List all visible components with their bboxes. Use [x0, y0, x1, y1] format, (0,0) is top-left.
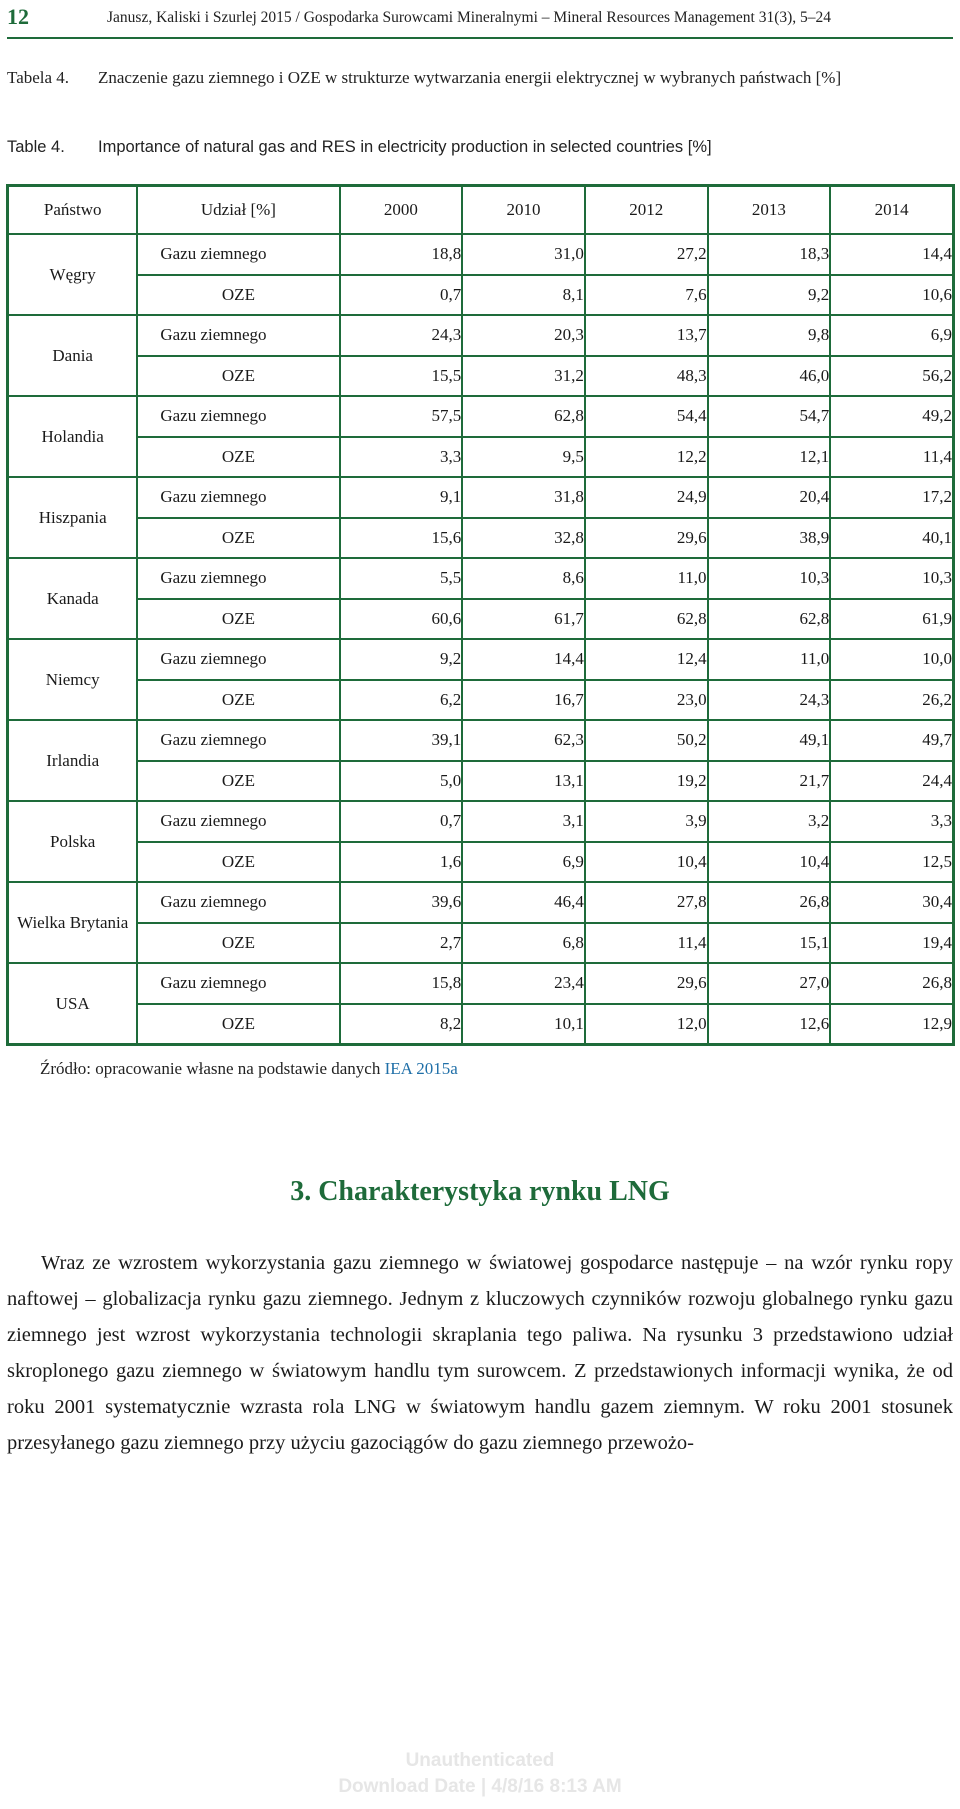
value-cell: 29,6 — [585, 963, 708, 1004]
value-cell: 14,4 — [462, 639, 585, 680]
value-cell: 12,1 — [708, 437, 831, 478]
value-cell: 2,7 — [340, 923, 463, 964]
measure-label: Gazu ziemnego — [137, 720, 339, 761]
value-cell: 20,4 — [708, 477, 831, 518]
table-row — [8, 963, 954, 1004]
value-cell: 13,1 — [462, 761, 585, 802]
value-cell: 10,6 — [830, 275, 953, 316]
value-cell: 3,3 — [830, 801, 953, 842]
measure-label: OZE — [137, 1004, 339, 1045]
value-cell: 10,0 — [830, 639, 953, 680]
value-cell: 12,2 — [585, 437, 708, 478]
measure-label: OZE — [137, 275, 339, 316]
value-cell: 54,7 — [708, 396, 831, 437]
value-cell: 31,8 — [462, 477, 585, 518]
value-cell: 57,5 — [340, 396, 463, 437]
value-cell: 49,1 — [708, 720, 831, 761]
value-cell: 11,0 — [708, 639, 831, 680]
value-cell: 14,4 — [830, 234, 953, 275]
value-cell: 27,2 — [585, 234, 708, 275]
value-cell: 5,0 — [340, 761, 463, 802]
country-cell: Niemcy — [8, 639, 138, 720]
value-cell: 62,8 — [462, 396, 585, 437]
value-cell: 11,4 — [830, 437, 953, 478]
value-cell: 12,9 — [830, 1004, 953, 1045]
running-title: Janusz, Kaliski i Szurlej 2015 / Gospodarka Surowcami Mineralnymi – Mineral Resources Management 31(3), 5–24 — [107, 9, 832, 26]
measure-label: Gazu ziemnego — [137, 801, 339, 842]
value-cell: 24,3 — [708, 680, 831, 721]
value-cell: 11,0 — [585, 558, 708, 599]
value-cell: 6,8 — [462, 923, 585, 964]
value-cell: 27,0 — [708, 963, 831, 1004]
value-cell: 10,4 — [708, 842, 831, 883]
value-cell: 1,6 — [340, 842, 463, 883]
country-cell: Wielka Brytania — [8, 882, 138, 963]
measure-label: Gazu ziemnego — [137, 234, 339, 275]
value-cell: 15,8 — [340, 963, 463, 1004]
watermark — [0, 1748, 960, 1800]
measure-label: OZE — [137, 761, 339, 802]
value-cell: 5,5 — [340, 558, 463, 599]
measure-label: OZE — [137, 842, 339, 883]
value-cell: 26,8 — [830, 963, 953, 1004]
table-row — [8, 396, 954, 437]
value-cell: 0,7 — [340, 275, 463, 316]
value-cell: 3,9 — [585, 801, 708, 842]
value-cell: 3,3 — [340, 437, 463, 478]
table-row — [8, 599, 954, 640]
value-cell: 6,9 — [462, 842, 585, 883]
value-cell: 12,5 — [830, 842, 953, 883]
table-row — [8, 720, 954, 761]
value-cell: 23,0 — [585, 680, 708, 721]
caption-text: Importance of natural gas and RES in electricity production in selected countries [%] — [98, 138, 712, 156]
table-row — [8, 680, 954, 721]
measure-label: Gazu ziemnego — [137, 477, 339, 518]
value-cell: 56,2 — [830, 356, 953, 397]
body-text — [7, 1245, 953, 1461]
measure-label: Gazu ziemnego — [137, 882, 339, 923]
caption-text: Znaczenie gazu ziemnego i OZE w strukturze wytwarzania energii elektrycznej w wybranych państwach [%] — [98, 68, 842, 87]
header-rule — [7, 37, 953, 39]
header-year: 2000 — [340, 186, 463, 235]
value-cell: 61,9 — [830, 599, 953, 640]
value-cell: 0,7 — [340, 801, 463, 842]
table-row — [8, 1004, 954, 1045]
value-cell: 24,3 — [340, 315, 463, 356]
value-cell: 60,6 — [340, 599, 463, 640]
measure-label: Gazu ziemnego — [137, 639, 339, 680]
value-cell: 17,2 — [830, 477, 953, 518]
table-header-row — [8, 186, 954, 235]
header-year: 2013 — [708, 186, 831, 235]
value-cell: 12,0 — [585, 1004, 708, 1045]
value-cell: 9,1 — [340, 477, 463, 518]
value-cell: 3,1 — [462, 801, 585, 842]
value-cell: 8,2 — [340, 1004, 463, 1045]
value-cell: 21,7 — [708, 761, 831, 802]
value-cell: 12,6 — [708, 1004, 831, 1045]
table-row — [8, 842, 954, 883]
page-number: 12 — [7, 4, 29, 29]
header-year: 2014 — [830, 186, 953, 235]
value-cell: 9,5 — [462, 437, 585, 478]
value-cell: 27,8 — [585, 882, 708, 923]
measure-label: OZE — [137, 680, 339, 721]
table-row — [8, 518, 954, 559]
value-cell: 19,4 — [830, 923, 953, 964]
value-cell: 18,8 — [340, 234, 463, 275]
value-cell: 9,8 — [708, 315, 831, 356]
value-cell: 19,2 — [585, 761, 708, 802]
table-row — [8, 437, 954, 478]
table-row — [8, 477, 954, 518]
value-cell: 49,2 — [830, 396, 953, 437]
table-row — [8, 275, 954, 316]
value-cell: 3,2 — [708, 801, 831, 842]
country-cell: Holandia — [8, 396, 138, 477]
value-cell: 26,2 — [830, 680, 953, 721]
value-cell: 31,2 — [462, 356, 585, 397]
value-cell: 10,1 — [462, 1004, 585, 1045]
value-cell: 39,1 — [340, 720, 463, 761]
section-heading: 3. Charakterystyka rynku LNG — [290, 1176, 670, 1207]
value-cell: 40,1 — [830, 518, 953, 559]
value-cell: 62,8 — [585, 599, 708, 640]
measure-label: Gazu ziemnego — [137, 396, 339, 437]
value-cell: 12,4 — [585, 639, 708, 680]
country-cell: USA — [8, 963, 138, 1045]
table-row — [8, 801, 954, 842]
country-cell: Hiszpania — [8, 477, 138, 558]
value-cell: 30,4 — [830, 882, 953, 923]
measure-label: Gazu ziemnego — [137, 963, 339, 1004]
value-cell: 31,0 — [462, 234, 585, 275]
watermark-line: Download Date | 4/8/16 8:13 AM — [338, 1776, 622, 1797]
source-note — [40, 1059, 458, 1079]
country-cell: Kanada — [8, 558, 138, 639]
value-cell: 39,6 — [340, 882, 463, 923]
value-cell: 38,9 — [708, 518, 831, 559]
value-cell: 23,4 — [462, 963, 585, 1004]
value-cell: 9,2 — [708, 275, 831, 316]
value-cell: 48,3 — [585, 356, 708, 397]
country-cell: Dania — [8, 315, 138, 396]
value-cell: 24,9 — [585, 477, 708, 518]
country-cell: Węgry — [8, 234, 138, 315]
value-cell: 61,7 — [462, 599, 585, 640]
value-cell: 49,7 — [830, 720, 953, 761]
measure-label: OZE — [137, 518, 339, 559]
header-year: 2012 — [585, 186, 708, 235]
table-row — [8, 639, 954, 680]
value-cell: 32,8 — [462, 518, 585, 559]
value-cell: 8,6 — [462, 558, 585, 599]
value-cell: 62,3 — [462, 720, 585, 761]
value-cell: 26,8 — [708, 882, 831, 923]
caption-label: Table 4. — [7, 138, 65, 156]
source-text: Źródło: opracowanie własne na podstawie danych — [40, 1059, 385, 1078]
value-cell: 54,4 — [585, 396, 708, 437]
value-cell: 16,7 — [462, 680, 585, 721]
value-cell: 24,4 — [830, 761, 953, 802]
value-cell: 50,2 — [585, 720, 708, 761]
measure-label: OZE — [137, 437, 339, 478]
value-cell: 9,2 — [340, 639, 463, 680]
value-cell: 15,1 — [708, 923, 831, 964]
body-paragraph: Wraz ze wzrostem wykorzystania gazu ziemnego w światowej gospodarce następuje – na wzór rynku ropy naftowej – globalizacja rynku gazu ziemnego. Jednym z kluczowych czynników rozwoju globalnego rynku gazu ziemnego jest wzrost wykorzystania technologii skraplania tego paliwa. Na rysunku 3 przedstawiono udział skroplonego gazu ziemnego w światowym handlu tym surowcem. Z przedstawionych informacji wynika, że od roku 2001 systematycznie wzrasta rola LNG w światowym handlu gazem ziemnym. W roku 2001 stosunek przesyłanego gazu ziemnego przy użyciu gazociągów do gazu ziemnego przewożo- — [7, 1252, 953, 1454]
value-cell: 20,3 — [462, 315, 585, 356]
value-cell: 7,6 — [585, 275, 708, 316]
table-row — [8, 234, 954, 275]
measure-label: OZE — [137, 599, 339, 640]
table-row — [8, 923, 954, 964]
value-cell: 13,7 — [585, 315, 708, 356]
value-cell: 10,3 — [830, 558, 953, 599]
table-row — [8, 882, 954, 923]
country-cell: Polska — [8, 801, 138, 882]
table-row — [8, 356, 954, 397]
source-reference-link[interactable]: IEA 2015a — [384, 1059, 458, 1078]
value-cell: 29,6 — [585, 518, 708, 559]
measure-label: Gazu ziemnego — [137, 558, 339, 599]
value-cell: 46,0 — [708, 356, 831, 397]
value-cell: 8,1 — [462, 275, 585, 316]
value-cell: 6,9 — [830, 315, 953, 356]
value-cell: 15,6 — [340, 518, 463, 559]
measure-label: OZE — [137, 923, 339, 964]
header-country: Państwo — [8, 186, 138, 235]
watermark-line: Unauthenticated — [405, 1750, 555, 1771]
measure-label: OZE — [137, 356, 339, 397]
value-cell: 15,5 — [340, 356, 463, 397]
table-body — [8, 234, 954, 1045]
value-cell: 10,3 — [708, 558, 831, 599]
value-cell: 62,8 — [708, 599, 831, 640]
data-table — [6, 184, 955, 1046]
caption-label: Tabela 4. — [7, 68, 70, 87]
country-cell: Irlandia — [8, 720, 138, 801]
page-header — [7, 0, 953, 34]
measure-label: Gazu ziemnego — [137, 315, 339, 356]
header-share: Udział [%] — [137, 186, 339, 235]
value-cell: 18,3 — [708, 234, 831, 275]
header-year: 2010 — [462, 186, 585, 235]
table-row — [8, 558, 954, 599]
value-cell: 11,4 — [585, 923, 708, 964]
value-cell: 6,2 — [340, 680, 463, 721]
value-cell: 46,4 — [462, 882, 585, 923]
table-row — [8, 761, 954, 802]
value-cell: 10,4 — [585, 842, 708, 883]
table-row — [8, 315, 954, 356]
